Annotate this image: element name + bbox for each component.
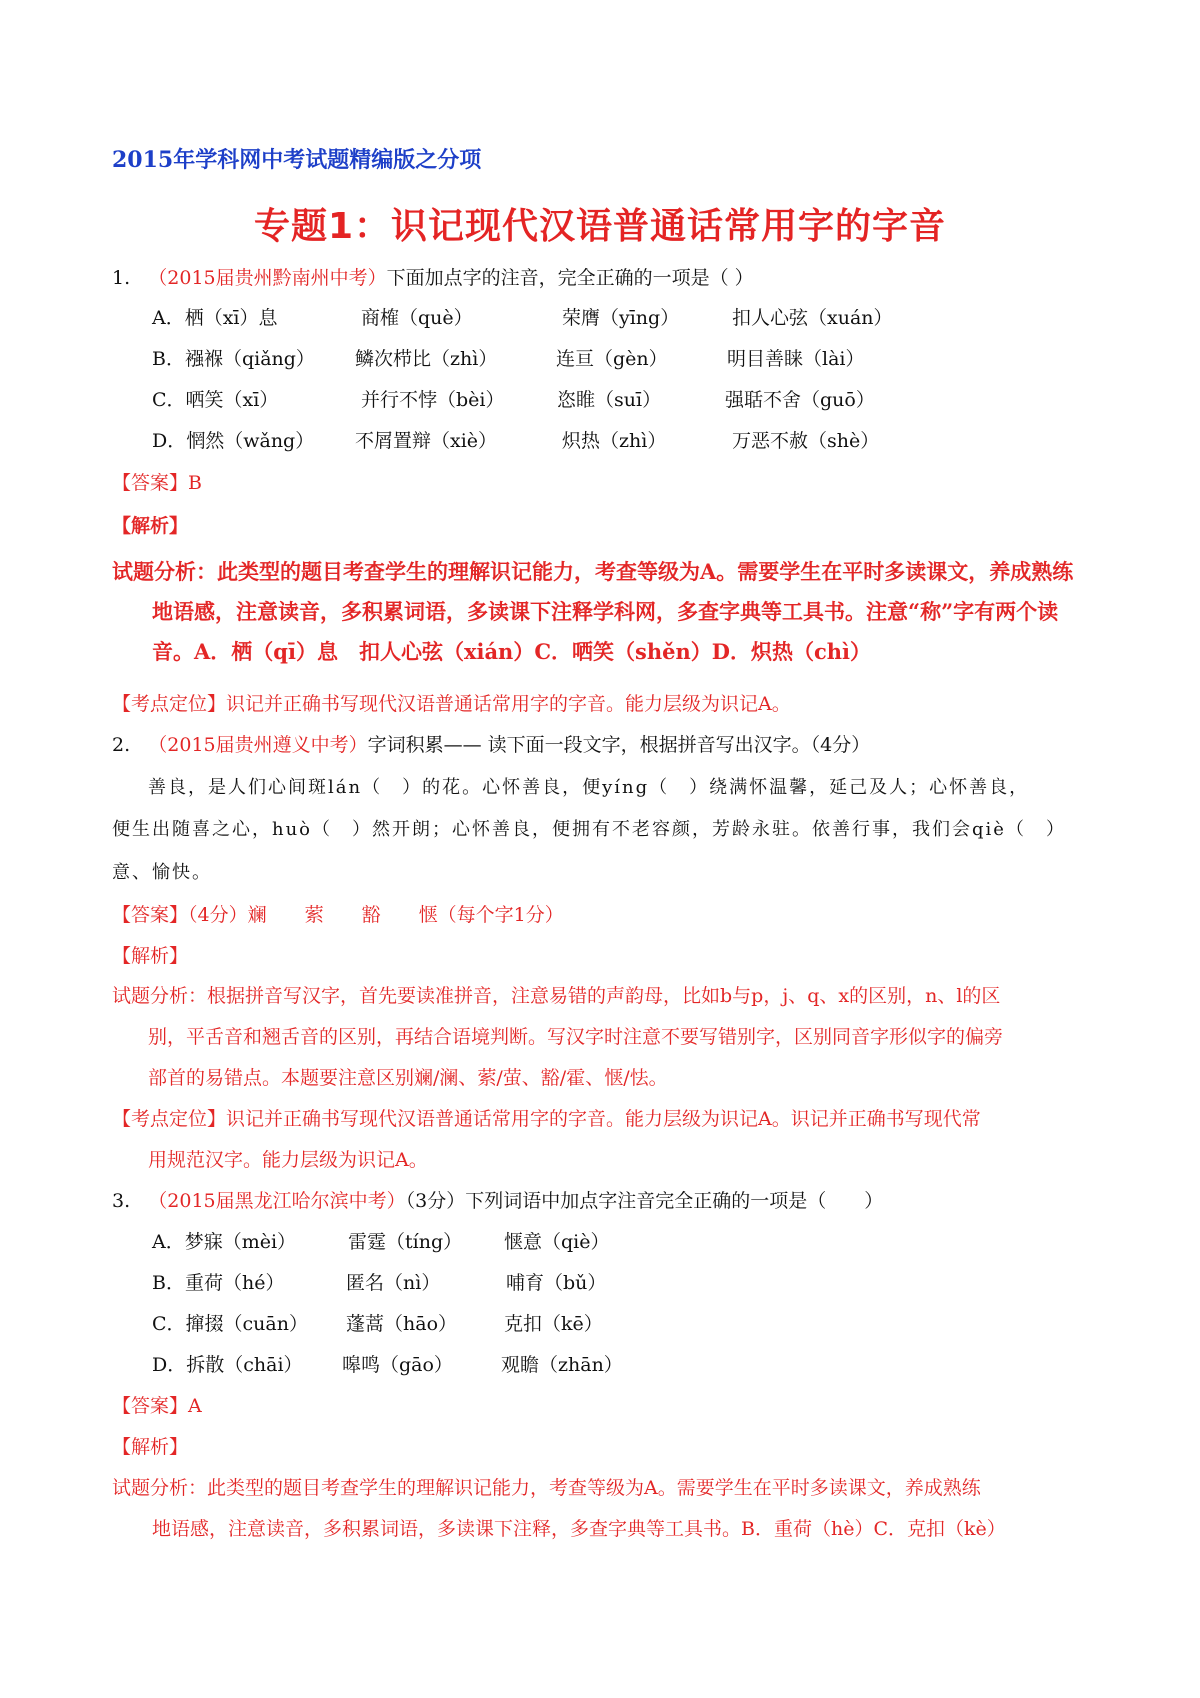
point-line: 用规范汉字。能力层级为识记A。 (148, 1149, 428, 1171)
option-cell: 不屑置辩（xiè） (355, 430, 498, 452)
option-row-d (152, 429, 1152, 453)
point-label: 【考点定位】 (112, 693, 227, 715)
analysis-line: 部首的易错点。本题要注意区别斓/澜、萦/萤、豁/霍、惬/怯。 (148, 1067, 668, 1089)
passage-line: 善良，是人们心间斑lán（ ）的花。心怀善良，便yíng（ ）绕满怀温馨，延己及人；心怀善良， (148, 777, 1030, 798)
option-row-b (152, 1271, 1052, 1295)
answer-line (112, 1394, 202, 1418)
passage-line: 意、愉快。 (112, 862, 212, 883)
question-number: 1. (112, 267, 131, 289)
option-cell: 扣人心弦（xuán） (732, 307, 893, 329)
option-row-c (152, 1312, 1052, 1336)
option-cell: 强聒不舍（guō） (725, 389, 875, 411)
option-cell: 匿名（nì） (346, 1272, 441, 1294)
option-cell: 并行不悖（bèi） (361, 389, 505, 411)
option-cell: 连亘（gèn） (556, 348, 668, 370)
question-stem: 下面加点字的注音，完全正确的一项是（ ） (386, 267, 754, 289)
option-cell: 克扣（kē） (504, 1313, 603, 1335)
question-number: 2. (112, 734, 131, 756)
answer-line (112, 903, 564, 927)
answer-label: 【答案】 (112, 904, 189, 926)
option-cell: 嗥鸣（gāo） (342, 1354, 453, 1376)
option-cell: A．梦寐（mèi） (152, 1231, 297, 1253)
option-cell: 炽热（zhì） (562, 430, 667, 452)
option-row-c (152, 388, 1152, 412)
answer-line (112, 471, 202, 495)
analysis-label: 【解析】 (112, 515, 189, 537)
analysis-label: 【解析】 (112, 945, 189, 967)
point-line (112, 1107, 981, 1131)
analysis-line: 试题分析：此类型的题目考查学生的理解识记能力，考查等级为A。需要学生在平时多读课文，养成熟练 (112, 1477, 981, 1499)
option-cell: 商榷（què） (361, 307, 473, 329)
option-cell: 明目善睐（lài） (727, 348, 865, 370)
answer-value: A (188, 1395, 202, 1417)
question-source: （2015届黑龙江哈尔滨中考） (148, 1190, 406, 1212)
option-row-a (152, 306, 1152, 330)
option-cell: 观瞻（zhān） (501, 1354, 623, 1376)
option-cell: D．惘然（wǎng） (152, 430, 315, 452)
answer-label: 【答案】 (112, 472, 189, 494)
answer-value: （4分）斓 萦 豁 惬（每个字1分） (188, 904, 564, 926)
option-cell: C．撺掇（cuān） (152, 1313, 308, 1335)
option-cell: 惬意（qiè） (504, 1231, 610, 1253)
answer-label: 【答案】 (112, 1395, 189, 1417)
question-stem: （3分）下列词语中加点字注音完全正确的一项是（ ） (405, 1190, 884, 1212)
option-cell: 恣睢（suī） (557, 389, 662, 411)
option-cell: B．重荷（hé） (152, 1272, 285, 1294)
option-cell: 哺育（bǔ） (506, 1272, 607, 1294)
question-number: 3. (112, 1190, 131, 1212)
question-3 (112, 1189, 883, 1213)
analysis-line: 别，平舌音和翘舌音的区别，再结合语境判断。写汉字时注意不要写错别字，区别同音字形似字的偏旁 (148, 1026, 1004, 1048)
option-cell: 雷霆（tíng） (348, 1231, 463, 1253)
series-title: 2015年学科网中考试题精编版之分项 (112, 147, 482, 173)
point-line (112, 692, 791, 716)
option-cell: B．襁褓（qiǎng） (152, 348, 315, 370)
passage-line: 便生出随喜之心，huò（ ）然开朗；心怀善良，便拥有不老容颜，芳龄永驻。依善行事，我们会qiè（ ） (112, 819, 1066, 840)
analysis-line: 试题分析：此类型的题目考查学生的理解识记能力，考查等级为A。需要学生在平时多读课文，养成熟练 (112, 559, 1074, 584)
point-label: 【考点定位】 (112, 1108, 227, 1130)
question-2 (112, 733, 870, 757)
point-text: 识记并正确书写现代汉语普通话常用字的字音。能力层级为识记A。 (226, 693, 791, 715)
answer-value: B (188, 472, 202, 494)
analysis-line: 地语感，注意读音，多积累词语，多读课下注释，多查字典等工具书。B．重荷（hè）C．克扣（kè） (152, 1518, 1006, 1540)
question-stem: 字词积累—— 读下面一段文字，根据拼音写出汉字。（4分） (367, 734, 871, 756)
option-cell: A．栖（xī）息 (152, 307, 278, 329)
question-source: （2015届贵州遵义中考） (148, 734, 368, 756)
option-cell: 鳞次栉比（zhì） (355, 348, 498, 370)
option-row-d (152, 1353, 1052, 1377)
option-row-b (152, 347, 1152, 371)
question-1 (112, 266, 754, 290)
analysis-line: 音。A．栖（qī）息 扣人心弦（xián）C．哂笑（shěn）D．炽热（chì） (152, 639, 872, 664)
analysis-label: 【解析】 (112, 1436, 189, 1458)
option-cell: 蓬蒿（hāo） (346, 1313, 458, 1335)
topic-title: 专题1：识记现代汉语普通话常用字的字音 (253, 206, 947, 247)
analysis-line: 地语感，注意读音，多积累词语，多读课下注释学科网，多查字典等工具书。注意“称”字有两个读 (152, 599, 1059, 624)
option-cell: C．哂笑（xī） (152, 389, 279, 411)
point-text: 识记并正确书写现代汉语普通话常用字的字音。能力层级为识记A。识记并正确书写现代常 (226, 1108, 981, 1130)
option-cell: D．拆散（chāi） (152, 1354, 303, 1376)
question-source: （2015届贵州黔南州中考） (148, 267, 387, 289)
option-row-a (152, 1230, 1052, 1254)
option-cell: 万恶不赦（shè） (732, 430, 880, 452)
analysis-line: 试题分析：根据拼音写汉字，首先要读准拼音，注意易错的声韵母，比如b与p，j、q、x的区别，n、l的区 (112, 985, 1001, 1007)
option-cell: 荣膺（yīng） (562, 307, 680, 329)
